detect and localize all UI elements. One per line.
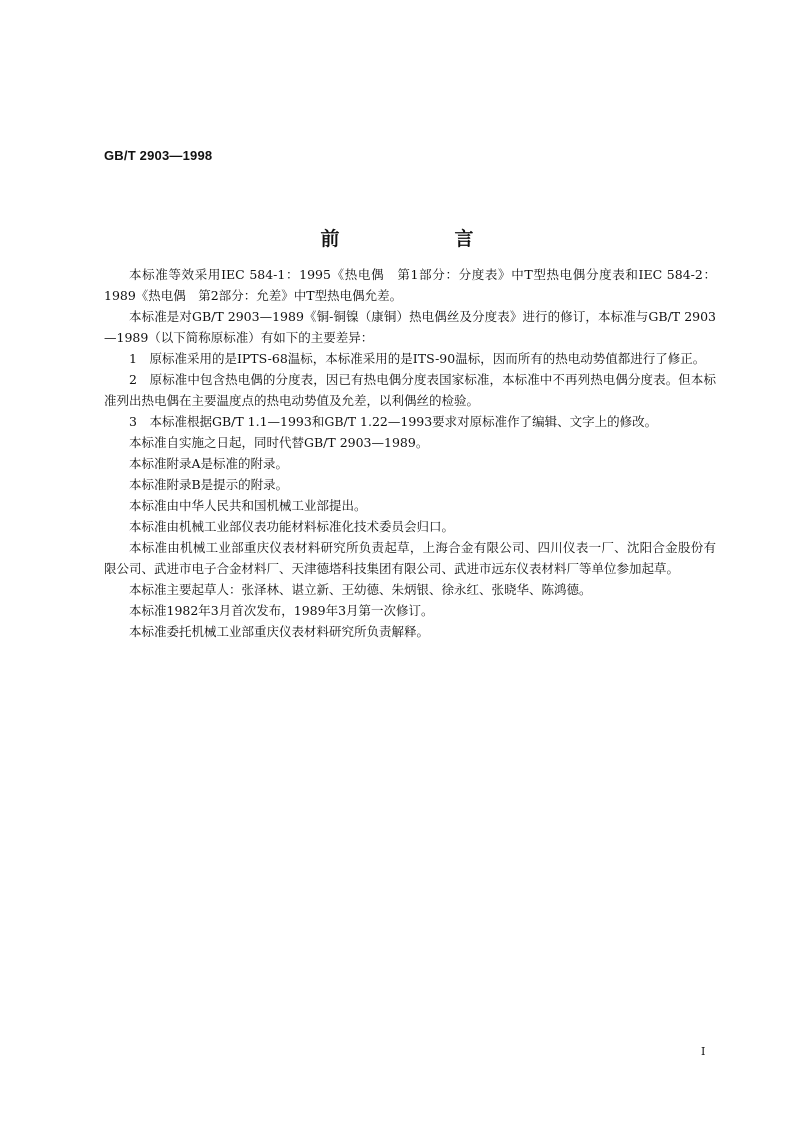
paragraph: 2 原标准中包含热电偶的分度表，因已有热电偶分度表国家标准，本标准中不再列热电偶分度表。但本标准列出热电偶在主要温度点的热电动势值及允差，以利偶丝的检验。 <box>104 372 716 408</box>
paragraph: 本标准1982年3月首次发布，1989年3月第一次修订。 <box>129 603 434 618</box>
standard-code: GB/T 2903—1998 <box>104 148 213 163</box>
paragraph: 本标准附录B是提示的附录。 <box>129 477 289 492</box>
paragraph: 本标准自实施之日起，同时代替GB/T 2903—1989。 <box>129 435 429 450</box>
paragraph: 本标准由机械工业部仪表功能材料标准化技术委员会归口。 <box>129 519 455 534</box>
page-title: 前 言 <box>320 228 522 250</box>
paragraph: 3 本标准根据GB/T 1.1—1993和GB/T 1.22—1993要求对原标准作了编辑、文字上的修改。 <box>129 414 658 429</box>
paragraph: 本标准是对GB/T 2903—1989《铜-铜镍（康铜）热电偶丝及分度表》进行的修订，本标准与GB/T 2903—1989（以下简称原标准）有如下的主要差异： <box>104 309 716 345</box>
paragraph: 本标准附录A是标准的附录。 <box>129 456 289 471</box>
page-number: I <box>701 1045 706 1058</box>
paragraph: 本标准由中华人民共和国机械工业部提出。 <box>129 498 367 513</box>
paragraph: 本标准委托机械工业部重庆仪表材料研究所负责解释。 <box>129 624 430 639</box>
paragraph: 本标准等效采用IEC 584-1：1995《热电偶 第1部分：分度表》中T型热电偶分度表和IEC 584-2：1989《热电偶 第2部分：允差》中T型热电偶允差。 <box>104 267 716 303</box>
foreword-body <box>104 264 716 642</box>
paragraph: 本标准主要起草人：张泽林、谌立新、王幼德、朱炳银、徐永红、张晓华、陈鸿德。 <box>129 582 592 597</box>
paragraph: 本标准由机械工业部重庆仪表材料研究所负责起草，上海合金有限公司、四川仪表一厂、沈阳合金股份有限公司、武进市电子合金材料厂、天津德塔科技集团有限公司、武进市远东仪表材料厂等单位参加起草。 <box>104 540 716 576</box>
paragraph: 1 原标准采用的是IPTS-68温标，本标准采用的是ITS-90温标，因而所有的热电动势值都进行了修正。 <box>129 351 706 366</box>
